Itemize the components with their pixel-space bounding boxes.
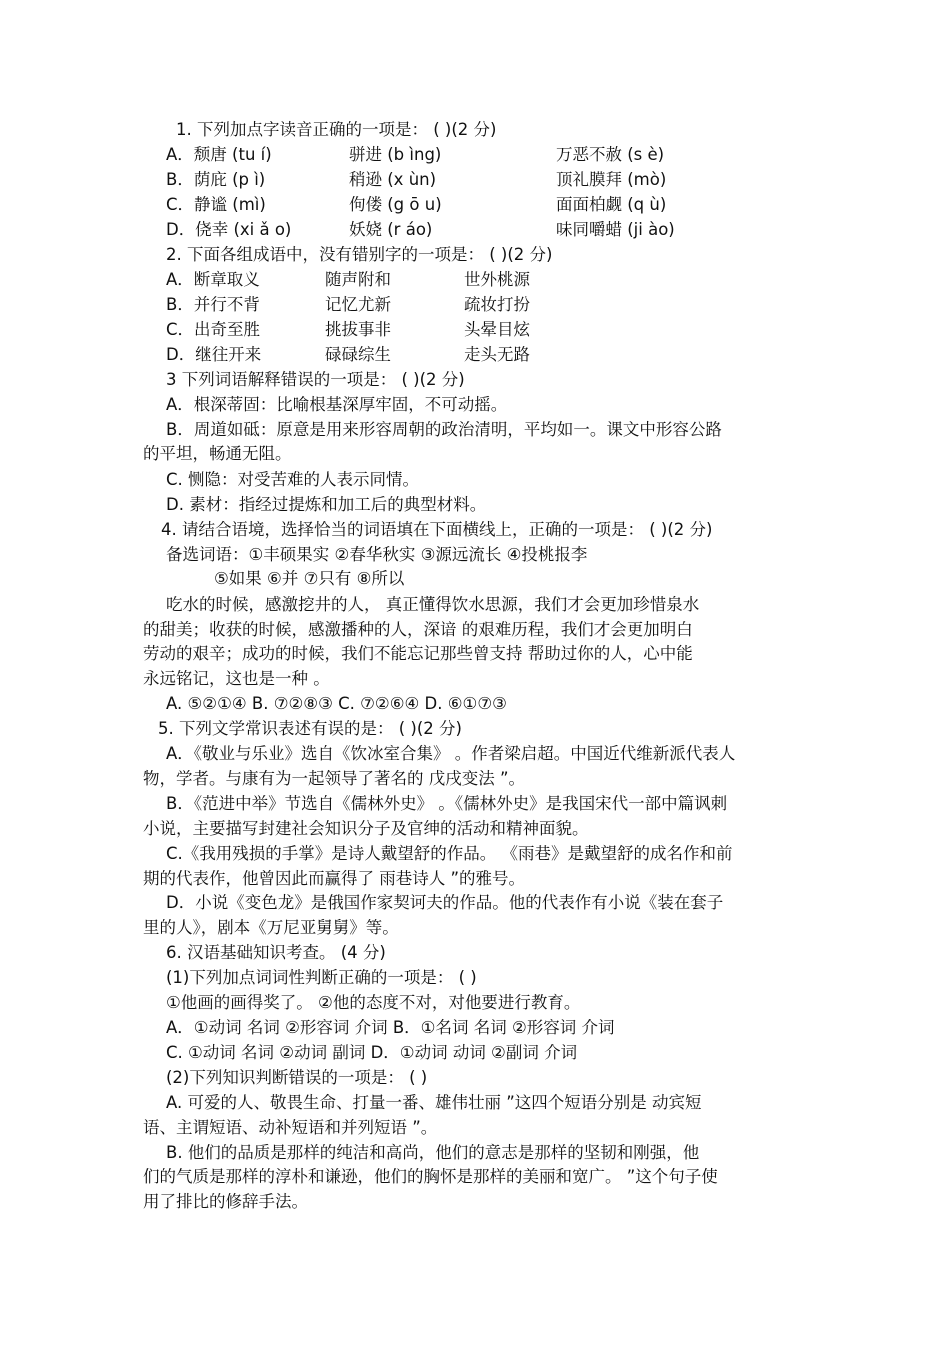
q3-option-c: C. 恻隐：对受苦难的人表示同情。 xyxy=(166,470,420,489)
q1-option-a-1: A．颓唐 (tu í) xyxy=(166,145,272,164)
q1-option-c-1: C．静谧 (mì) xyxy=(166,195,266,214)
q2-option-a-1: A．断章取义 xyxy=(166,270,260,289)
q1-option-d-1: D．侥幸 (xi ǎ o) xyxy=(166,220,292,239)
q5-option-c-line2: 期的代表作，他曾因此而赢得了 雨巷诗人 ”的雅号。 xyxy=(143,869,526,888)
q6-sub1-stem: (1)下列加点词词性判断正确的一项是： ( ) xyxy=(166,968,477,987)
q6-sub1-options-ab: A．①动词 名词 ②形容词 介词 B．①名词 名词 ②形容词 介词 xyxy=(166,1018,615,1037)
q6-sub1-examples: ①他画的画得奖了。 ②他的态度不对，对他要进行教育。 xyxy=(166,993,581,1012)
q5-option-d-line2: 里的人》，剧本《万尼亚舅舅》等。 xyxy=(143,918,399,937)
q1-option-a-3: 万恶不赦 (s è) xyxy=(556,145,665,164)
q2-option-c-1: C．出奇至胜 xyxy=(166,320,261,339)
q6-stem: 6. 汉语基础知识考查。 (4 分) xyxy=(166,943,386,962)
q1-option-b-2: 稍逊 (x ùn) xyxy=(349,170,437,189)
q5-option-c-line1: C.《我用残损的手掌》是诗人戴望舒的作品。 《雨巷》是戴望舒的成名作和前 xyxy=(166,844,733,863)
q2-stem: 2. 下面各组成语中，没有错别字的一项是： ( )(2 分) xyxy=(166,245,553,264)
q1-stem: 1. 下列加点字读音正确的一项是： ( )(2 分) xyxy=(176,120,497,139)
q4-word-bank-line2: ⑤如果 ⑥并 ⑦只有 ⑧所以 xyxy=(214,569,405,588)
q4-answer-options: A. ⑤②①④ B. ⑦②⑧③ C. ⑦②⑥④ D. ⑥①⑦③ xyxy=(166,694,507,713)
q1-option-d-3: 味同嚼蜡 (ji ào) xyxy=(556,220,675,239)
q5-option-a-line1: A．《敬业与乐业》选自《饮冰室合集》 。作者梁启超。中国近代维新派代表人 xyxy=(166,744,736,763)
q6-sub2-option-a-line2: 语、主谓短语、动补短语和并列短语 ”。 xyxy=(143,1118,438,1137)
q6-sub2-option-b-line2: 们的气质是那样的淳朴和谦逊，他们的胸怀是那样的美丽和宽广。 ”这个句子使 xyxy=(143,1167,718,1186)
q5-option-a-line2: 物，学者。与康有为一起领导了著名的 戊戌变法 ”。 xyxy=(143,769,526,788)
q2-option-c-2: 挑拔事非 xyxy=(325,320,391,339)
q4-stem: 4. 请结合语境，选择恰当的词语填在下面横线上，正确的一项是： ( )(2 分) xyxy=(161,520,713,539)
q2-option-d-2: 碌碌综生 xyxy=(325,345,391,364)
q2-option-b-3: 疏妆打扮 xyxy=(464,295,530,314)
q4-passage-line2: 的甜美；收获的时候，感激播种的人，深谙 的艰难历程，我们才会更加明白 xyxy=(143,620,693,639)
q2-option-d-3: 走头无路 xyxy=(464,345,530,364)
q3-stem: 3 下列词语解释错误的一项是： ( )(2 分) xyxy=(166,370,465,389)
q5-option-d-line1: D．小说《变色龙》是俄国作家契诃夫的作品。他的代表作有小说《装在套子 xyxy=(166,893,724,912)
q6-sub2-option-b-line3: 用了排比的修辞手法。 xyxy=(143,1192,308,1211)
q4-word-bank-line1: 备选词语：①丰硕果实 ②春华秋实 ③源远流长 ④投桃报李 xyxy=(166,545,588,564)
q3-option-a: A．根深蒂固：比喻根基深厚牢固，不可动摇。 xyxy=(166,395,508,414)
q1-option-c-2: 佝偻 (g ō u) xyxy=(349,195,442,214)
q6-sub1-options-cd: C. ①动词 名词 ②动词 副词 D．①动词 动词 ②副词 介词 xyxy=(166,1043,578,1062)
q3-option-d: D. 素材：指经过提炼和加工后的典型材料。 xyxy=(166,495,487,514)
q2-option-d-1: D．继往开来 xyxy=(166,345,262,364)
q5-option-b-line2: 小说，主要描写封建社会知识分子及官绅的活动和精神面貌。 xyxy=(143,819,589,838)
q1-option-a-2: 骈进 (b ìng) xyxy=(349,145,442,164)
q2-option-b-1: B．并行不背 xyxy=(166,295,260,314)
q2-option-b-2: 记忆尤新 xyxy=(325,295,391,314)
q3-option-b-line1: B．周道如砥：原意是用来形容周朝的政治清明，平均如一。课文中形容公路 xyxy=(166,420,722,439)
q5-stem: 5. 下列文学常识表述有误的是： ( )(2 分) xyxy=(158,719,462,738)
q4-passage-line4: 永远铭记，这也是一种 。 xyxy=(143,669,330,688)
q6-sub2-option-a-line1: A. 可爱的人、敬畏生命、打量一番、雄伟壮丽 ”这四个短语分别是 动宾短 xyxy=(166,1093,702,1112)
q2-option-a-3: 世外桃源 xyxy=(464,270,530,289)
q2-option-c-3: 头晕目炫 xyxy=(464,320,530,339)
q2-option-a-2: 随声附和 xyxy=(325,270,391,289)
q5-option-b-line1: B．《范进中举》节选自《儒林外史》 。《儒林外史》是我国宋代一部中篇讽刺 xyxy=(166,794,728,813)
q6-sub2-option-b-line1: B. 他们的品质是那样的纯洁和高尚，他们的意志是那样的坚韧和刚强，他 xyxy=(166,1143,700,1162)
q1-option-c-3: 面面柏觑 (q ù) xyxy=(556,195,667,214)
q4-passage-line3: 劳动的艰辛；成功的时候，我们不能忘记那些曾支持 帮助过你的人，心中能 xyxy=(143,644,693,663)
q1-option-d-2: 妖娆 (r áo) xyxy=(349,220,433,239)
q1-option-b-3: 顶礼膜拜 (mò) xyxy=(556,170,667,189)
q6-sub2-stem: (2)下列知识判断错误的一项是： ( ) xyxy=(166,1068,428,1087)
q3-option-b-line2: 的平坦，畅通无阻。 xyxy=(143,444,292,463)
q4-passage-line1: 吃水的时候，感激挖井的人， 真正懂得饮水思源，我们才会更加珍惜泉水 xyxy=(166,595,700,614)
q1-option-b-1: B．荫庇 (p ì) xyxy=(166,170,266,189)
